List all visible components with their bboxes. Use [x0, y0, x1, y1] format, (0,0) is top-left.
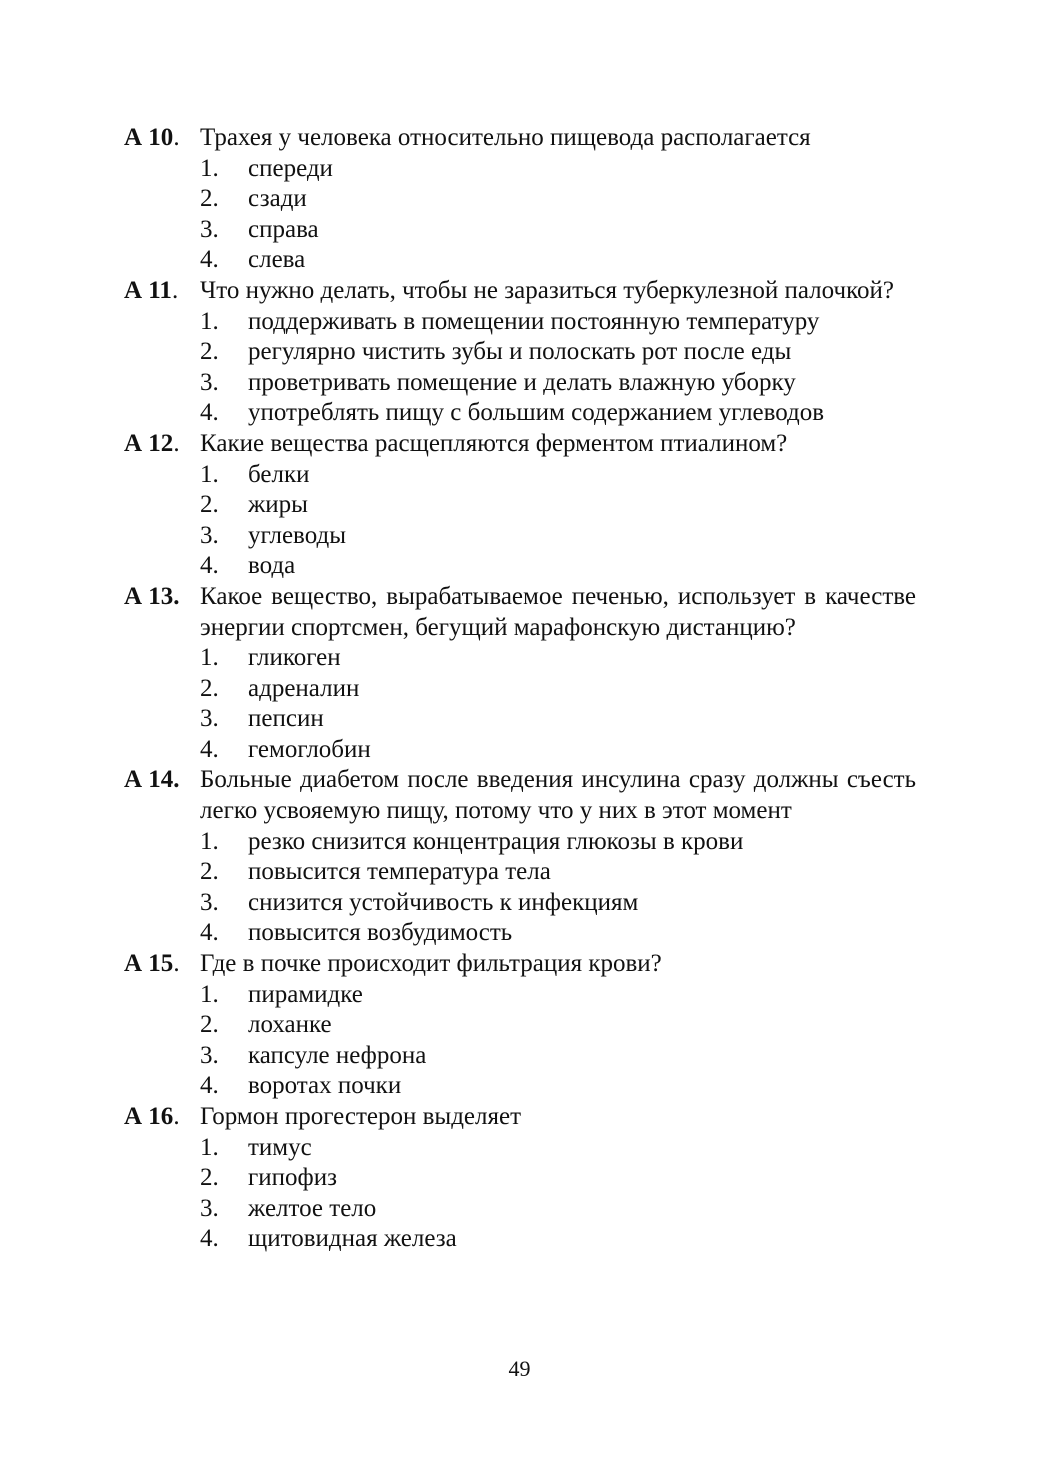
answer-option [200, 1194, 916, 1225]
answer-option [200, 1224, 916, 1255]
answer-options [200, 827, 916, 949]
option-number: 4. [200, 399, 219, 427]
answer-option [200, 888, 916, 919]
answer-options [200, 460, 916, 582]
question-number: А 12. [124, 429, 180, 457]
option-text: желтое тело [248, 1194, 377, 1222]
question-number: А 10. [124, 124, 180, 151]
answer-option [200, 184, 916, 215]
option-text: резко снизится концентрация глюкозы в крови [248, 827, 744, 855]
option-number: 2. [200, 185, 219, 213]
option-text: спереди [248, 154, 333, 182]
question-a14 [124, 765, 916, 949]
question-a11 [124, 276, 916, 429]
answer-option [200, 521, 916, 552]
answer-options [200, 154, 916, 276]
option-text: лоханке [248, 1011, 332, 1039]
option-number: 4. [200, 552, 219, 580]
answer-option [200, 490, 916, 521]
answer-option [200, 460, 916, 491]
option-text: углеводы [248, 521, 346, 549]
option-text: вода [248, 552, 296, 580]
question-number: А 13. [124, 582, 180, 610]
question-text: Больные диабетом после введения инсулина сразу должны съесть легко усвояемую пищу, потому что у них в этот момент [200, 766, 916, 825]
answer-options [200, 307, 916, 429]
answer-option [200, 827, 916, 858]
answer-option [200, 398, 916, 429]
answer-option [200, 735, 916, 766]
option-text: капсуле нефрона [248, 1041, 427, 1069]
answer-option [200, 215, 916, 246]
option-number: 3. [200, 705, 219, 733]
answer-option [200, 307, 916, 338]
question-a15 [124, 949, 916, 1102]
option-text: щитовидная железа [248, 1225, 457, 1253]
answer-option [200, 918, 916, 949]
option-text: снизится устойчивость к инфекциям [248, 888, 639, 916]
answer-options [200, 980, 916, 1102]
option-text: тимус [248, 1133, 312, 1161]
question-a12 [124, 429, 916, 582]
option-text: употреблять пищу с большим содержанием углеводов [248, 399, 825, 427]
option-number: 2. [200, 1164, 219, 1192]
option-text: проветривать помещение и делать влажную уборку [248, 368, 796, 396]
option-number: 3. [200, 1041, 219, 1069]
question-a13 [124, 582, 916, 766]
answer-option [200, 1163, 916, 1194]
question-number: А 15. [124, 950, 180, 978]
question-a16 [124, 1102, 916, 1255]
option-number: 1. [200, 644, 219, 672]
option-text: справа [248, 215, 319, 243]
option-number: 4. [200, 1225, 219, 1253]
option-text: адреналин [248, 674, 360, 702]
question-list [124, 123, 916, 1255]
option-number: 4. [200, 1072, 219, 1100]
option-number: 2. [200, 674, 219, 702]
question-number: А 14. [124, 766, 180, 794]
question-number: А 11. [124, 276, 179, 304]
option-number: 3. [200, 888, 219, 916]
answer-option [200, 1071, 916, 1102]
answer-options [200, 1133, 916, 1255]
option-number: 1. [200, 307, 219, 335]
option-text: пирамидке [248, 980, 363, 1008]
answer-options [200, 643, 916, 765]
option-text: гемоглобин [248, 735, 371, 763]
option-text: белки [248, 460, 310, 488]
option-text: поддерживать в помещении постоянную температуру [248, 307, 820, 335]
option-text: пепсин [248, 705, 324, 733]
option-text: регулярно чистить зубы и полоскать рот после еды [248, 338, 792, 366]
option-number: 1. [200, 154, 219, 182]
answer-option [200, 337, 916, 368]
question-text: Какое вещество, вырабатываемое печенью, использует в качестве энергии спортсмен, бегущий марафонскую дистанцию? [200, 582, 916, 641]
question-text: Какие вещества расщепляются ферментом птиалином? [200, 429, 788, 457]
answer-option [200, 1133, 916, 1164]
option-number: 2. [200, 491, 219, 519]
question-text: Гормон прогестерон выделяет [200, 1103, 522, 1130]
option-number: 2. [200, 338, 219, 366]
question-a10 [124, 123, 916, 276]
option-number: 3. [200, 1194, 219, 1222]
option-text: гликоген [248, 644, 341, 672]
question-body [200, 1102, 916, 1255]
option-number: 1. [200, 980, 219, 1008]
option-text: повысится возбудимость [248, 919, 513, 947]
option-text: воротах почки [248, 1072, 402, 1100]
option-text: гипофиз [248, 1164, 337, 1192]
option-text: повысится температура тела [248, 858, 551, 886]
option-number: 2. [200, 858, 219, 886]
option-number: 3. [200, 368, 219, 396]
page-number: 49 [508, 1356, 531, 1381]
question-body [200, 765, 916, 949]
answer-option [200, 674, 916, 705]
answer-option [200, 643, 916, 674]
question-text: Где в почке происходит фильтрация крови? [200, 950, 662, 978]
question-text: Что нужно делать, чтобы не заразиться туберкулезной палочкой? [200, 276, 894, 304]
question-text: Трахея у человека относительно пищевода располагается [200, 124, 811, 151]
answer-option [200, 1041, 916, 1072]
question-body [200, 582, 916, 766]
option-number: 3. [200, 215, 219, 243]
question-body [200, 123, 916, 276]
option-number: 4. [200, 919, 219, 947]
answer-option [200, 154, 916, 185]
question-body [200, 429, 916, 582]
question-body [200, 949, 916, 1102]
option-number: 1. [200, 460, 219, 488]
option-number: 1. [200, 1133, 219, 1161]
answer-option [200, 857, 916, 888]
option-number: 4. [200, 246, 219, 274]
answer-option [200, 980, 916, 1011]
question-body [200, 276, 916, 429]
answer-option [200, 551, 916, 582]
option-number: 1. [200, 827, 219, 855]
option-number: 2. [200, 1011, 219, 1039]
answer-option [200, 368, 916, 399]
answer-option [200, 704, 916, 735]
question-number: А 16. [124, 1103, 180, 1130]
option-text: жиры [248, 491, 308, 519]
answer-option [200, 245, 916, 276]
option-number: 3. [200, 521, 219, 549]
answer-option [200, 1010, 916, 1041]
option-number: 4. [200, 735, 219, 763]
option-text: слева [248, 246, 306, 274]
option-text: сзади [248, 185, 307, 213]
